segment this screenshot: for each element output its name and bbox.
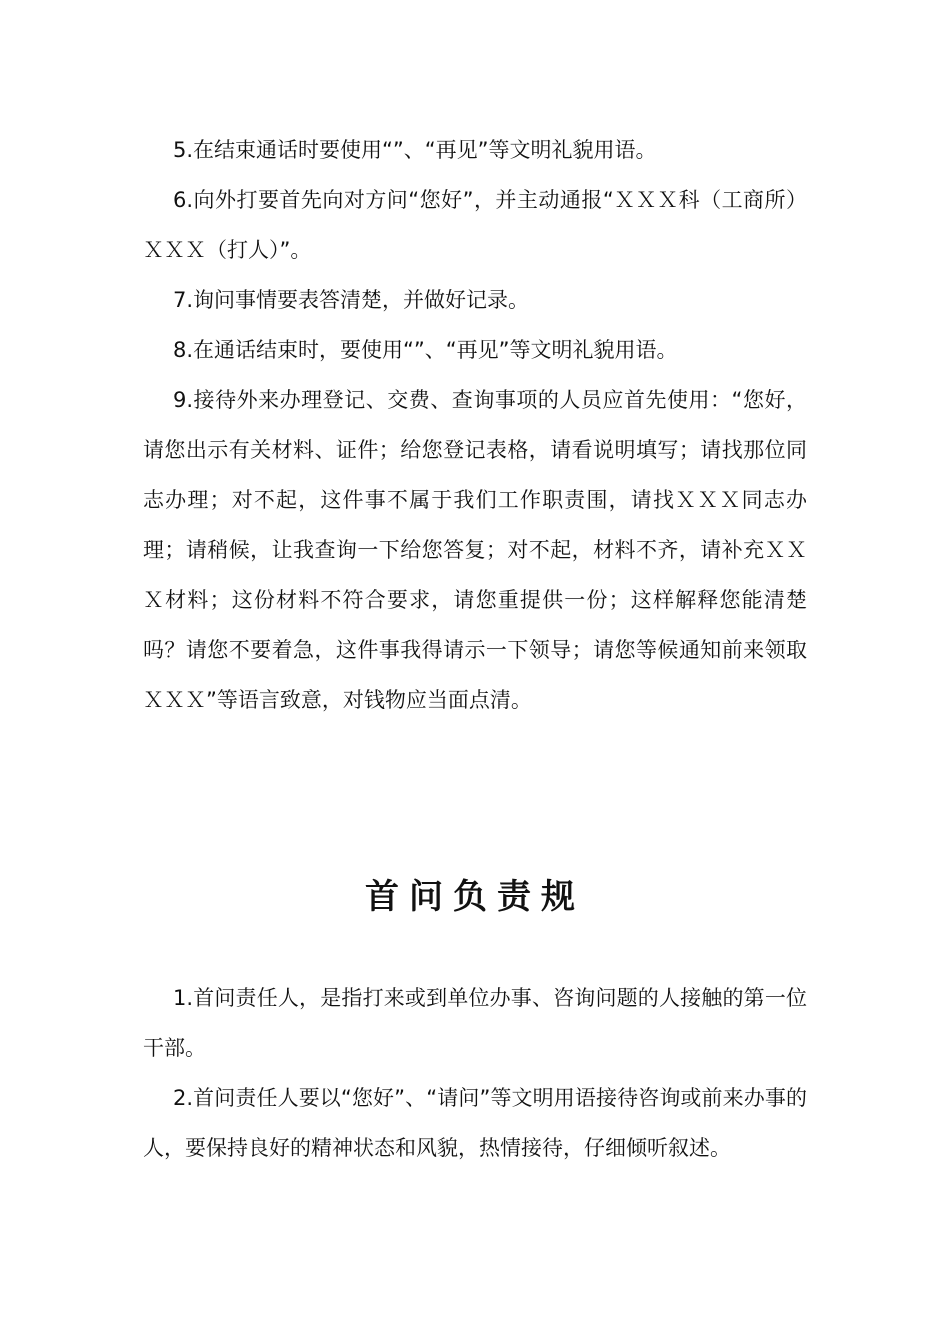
rule-paragraph-5: 5.在结束通话时要使用“”、“再见”等文明礼貌用语。 bbox=[173, 138, 657, 162]
section-rules-list bbox=[143, 125, 807, 725]
rule-paragraph-8: 8.在通话结束时，要使用“”、“再见”等文明礼貌用语。 bbox=[173, 338, 678, 362]
first-inquiry-paragraph-2: 2.首问责任人要以“您好”、“请问”等文明用语接待咨询或前来办事的人，要保持良好的精神状态和风貌，热情接待，仔细倾听叙述。 bbox=[143, 1086, 807, 1160]
first-inquiry-paragraph-1: 1.首问责任人，是指打来或到单位办事、咨询问题的人接触的第一位干部。 bbox=[143, 986, 807, 1060]
section-first-inquiry-rules bbox=[143, 973, 807, 1173]
section-title: 首问负责规 bbox=[365, 877, 585, 917]
rule-paragraph-9: 9.接待外来办理登记、交费、查询事项的人员应首先使用：“您好，请您出示有关材料、证件；给您登记表格，请看说明填写；请找那位同志办理；对不起，这件事不属于我们工作职责围，请找ＸＸＸ同志办理；请稍候，让我查询一下给您答复；对不起，材料不齐，请补充ＸＸＸ材料；这份材料不符合要求，请您重提供一份；这样解释您能清楚吗？请您不要着急，这件事我得请示一下领导；请您等候通知前来领取ＸＸＸ”等语言致意，对钱物应当面点清。 bbox=[143, 388, 807, 712]
rule-paragraph-7: 7.询问事情要表答清楚，并做好记录。 bbox=[173, 288, 530, 312]
rule-paragraph-6: 6.向外打要首先向对方问“您好”，并主动通报“ＸＸＸ科（工商所）ＸＸＸ（打人）”。 bbox=[143, 188, 807, 262]
